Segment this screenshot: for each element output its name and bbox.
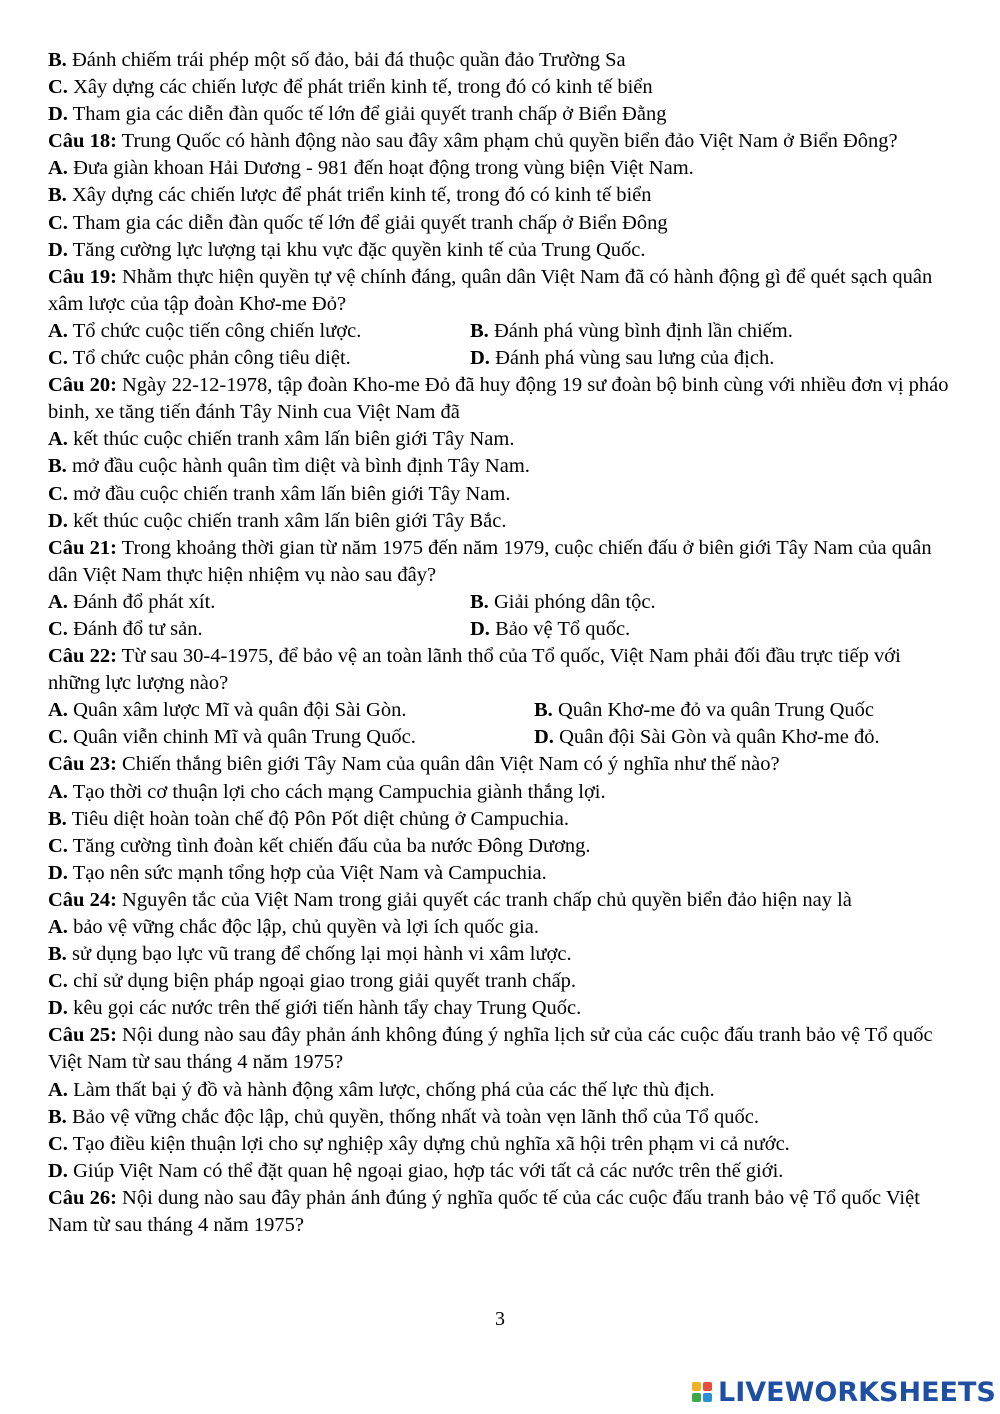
answer-row (48, 345, 958, 372)
option-line: C. Xây dựng các chiến lược để phát triển kinh tế, trong đó có kinh tế biển (48, 76, 653, 99)
answer-option[interactable]: C. mở đầu cuộc chiến tranh xâm lấn biên giới Tây Nam. (48, 482, 511, 505)
liveworksheets-logo (692, 1372, 996, 1412)
answer-option[interactable]: A. Làm thất bại ý đồ và hành động xâm lược, chống phá của các thế lực thù địch. (48, 1078, 715, 1101)
answer-option[interactable]: B. Tiêu diệt hoàn toàn chế độ Pôn Pốt diệt chủng ở Campuchia. (48, 807, 570, 830)
answer-option[interactable]: B. Quân Khơ-me đỏ va quân Trung Quốc (534, 699, 874, 722)
answer-row (48, 318, 958, 345)
answer-option[interactable]: C. chỉ sử dụng biện pháp ngoại giao trong giải quyết tranh chấp. (48, 970, 577, 993)
answer-option[interactable]: B. Bảo vệ vững chắc độc lập, chủ quyền, thống nhất và toàn vẹn lãnh thổ của Tổ quốc. (48, 1105, 759, 1128)
answer-option[interactable]: D. kết thúc cuộc chiến tranh xâm lấn biên giới Tây Bắc. (48, 509, 507, 532)
brand-icon (692, 1382, 712, 1402)
answer-row (48, 697, 958, 724)
answer-option[interactable]: C. Tăng cường tình đoàn kết chiến đấu của ba nước Đông Dương. (48, 834, 591, 857)
answer-option[interactable]: B. mở đầu cuộc hành quân tìm diệt và bình định Tây Nam. (48, 455, 530, 478)
question-19: Câu 19: Nhằm thực hiện quyền tự vệ chính đáng, quân dân Việt Nam đã có hành động gì để quét sạch quân xâm lược của tập đoàn Khơ-me Đỏ? (48, 265, 933, 315)
question-24: Câu 24: Nguyên tắc của Việt Nam trong giải quyết các tranh chấp chủ quyền biển đảo hiện nay là (48, 888, 852, 911)
answer-option[interactable]: D. Đánh phá vùng sau lưng của địch. (470, 347, 775, 370)
question-23: Câu 23: Chiến thắng biên giới Tây Nam của quân dân Việt Nam có ý nghĩa như thế nào? (48, 753, 780, 776)
brand-square (692, 1393, 701, 1402)
question-25: Câu 25: Nội dung nào sau đây phản ánh không đúng ý nghĩa lịch sử của các cuộc đấu tranh bảo vệ Tổ quốc Việt Nam từ sau tháng 4 năm 1975? (48, 1024, 933, 1074)
brand-square (703, 1382, 712, 1391)
answer-option[interactable]: A. Tạo thời cơ thuận lợi cho cách mạng Campuchia giành thắng lợi. (48, 780, 606, 803)
answer-option[interactable]: A. bảo vệ vững chắc độc lập, chủ quyền và lợi ích quốc gia. (48, 916, 540, 938)
answer-option[interactable]: A. Tổ chức cuộc tiến công chiến lược. (48, 319, 362, 342)
answer-option[interactable]: D. Quân đội Sài Gòn và quân Khơ-me đỏ. (534, 726, 880, 749)
answer-option[interactable]: D. Tăng cường lực lượng tại khu vực đặc quyền kinh tế của Trung Quốc. (48, 238, 646, 261)
answer-option[interactable]: B. Giải phóng dân tộc. (470, 590, 656, 613)
answer-option[interactable]: D. kêu gọi các nước trên thế giới tiến hành tẩy chay Trung Quốc. (48, 997, 582, 1020)
page-number: 3 (495, 1308, 505, 1330)
brand-square (703, 1393, 712, 1402)
question-22: Câu 22: Từ sau 30-4-1975, để bảo vệ an toàn lãnh thổ của Tổ quốc, Việt Nam phải đối đầu trực tiếp với những lực lượng nào? (48, 645, 901, 695)
answer-option[interactable]: C. Đánh đổ tư sản. (48, 617, 203, 640)
question-18: Câu 18: Trung Quốc có hành động nào sau đây xâm phạm chủ quyền biển đảo Việt Nam ở Biển Đông? (48, 130, 898, 153)
answer-option[interactable]: C. Quân viễn chinh Mĩ và quân Trung Quốc. (48, 726, 416, 749)
answer-option[interactable]: C. Tổ chức cuộc phản công tiêu diệt. (48, 347, 351, 370)
answer-option[interactable]: C. Tạo điều kiện thuận lợi cho sự nghiệp xây dựng chủ nghĩa xã hội trên phạm vi cả nước. (48, 1132, 790, 1155)
option-line: D. Tham gia các diễn đàn quốc tế lớn để giải quyết tranh chấp ở Biển Đằng (48, 103, 667, 126)
answer-option[interactable]: D. Giúp Việt Nam có thể đặt quan hệ ngoại giao, hợp tác với tất cả các nước trên thế giới. (48, 1159, 784, 1182)
answer-option[interactable]: A. Đưa giàn khoan Hải Dương - 981 đến hoạt động trong vùng biện Việt Nam. (48, 157, 694, 180)
answer-option[interactable]: D. Bảo vệ Tổ quốc. (470, 617, 631, 640)
answer-option[interactable]: A. Đánh đổ phát xít. (48, 590, 216, 613)
answer-option[interactable]: D. Tạo nên sức mạnh tổng hợp của Việt Nam và Campuchia. (48, 861, 547, 884)
answer-option[interactable]: A. Quân xâm lược Mĩ và quân đội Sài Gòn. (48, 699, 407, 722)
answer-option[interactable]: B. Xây dựng các chiến lược để phát triển kinh tế, trong đó có kinh tế biển (48, 184, 652, 207)
answer-option[interactable]: A. kết thúc cuộc chiến tranh xâm lấn biên giới Tây Nam. (48, 428, 515, 451)
answer-row (48, 724, 958, 751)
answer-row (48, 589, 958, 616)
brand-square (692, 1382, 701, 1391)
answer-option[interactable]: C. Tham gia các diễn đàn quốc tế lớn để giải quyết tranh chấp ở Biển Đông (48, 211, 668, 234)
answer-option[interactable]: B. sử dụng bạo lực vũ trang để chống lại mọi hành vi xâm lược. (48, 943, 572, 966)
worksheet-page (48, 47, 958, 1239)
answer-option[interactable]: B. Đánh phá vùng bình định lần chiếm. (470, 319, 793, 342)
question-26: Câu 26: Nội dung nào sau đây phản ánh đúng ý nghĩa quốc tế của các cuộc đấu tranh bảo vệ Tổ quốc Việt Nam từ sau tháng 4 năm 1975? (48, 1186, 920, 1237)
option-line: B. Đánh chiếm trái phép một số đảo, bải đá thuộc quần đảo Trường Sa (48, 49, 626, 71)
question-21: Câu 21: Trong khoảng thời gian từ năm 1975 đến năm 1979, cuộc chiến đấu ở biên giới Tây Nam của quân dân Việt Nam thực hiện nhiệm vụ nào sau đây? (48, 536, 932, 586)
answer-row (48, 616, 958, 643)
question-20: Câu 20: Ngày 22-12-1978, tập đoàn Kho-me Đỏ đã huy động 19 sư đoàn bộ binh cùng với nhiều đơn vị pháo binh, xe tăng tiến đánh Tây Ninh cua Việt Nam đã (48, 374, 949, 424)
brand-text: LIVEWORKSHEETS (718, 1376, 996, 1408)
